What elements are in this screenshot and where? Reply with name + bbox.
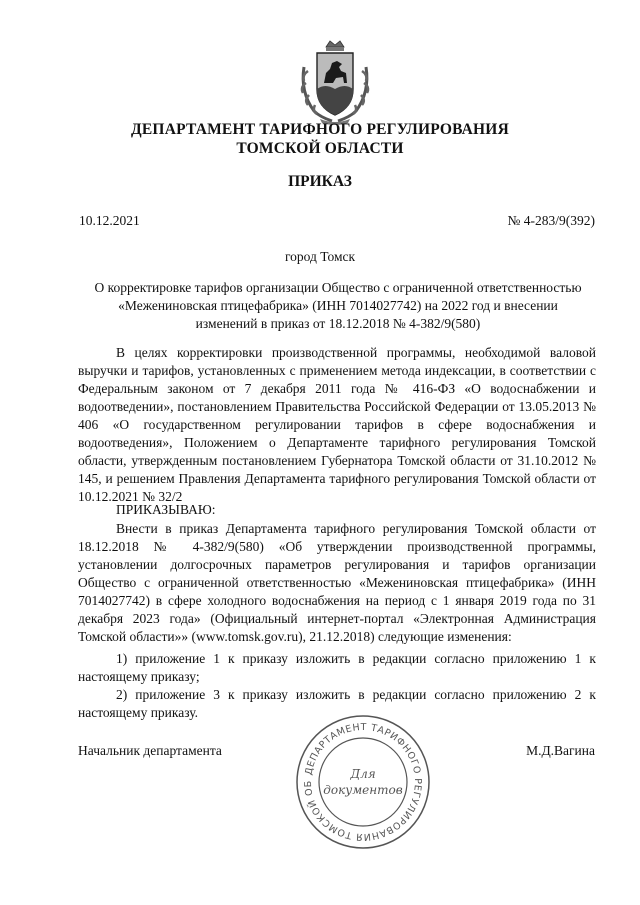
signatory-name: М.Д.Вагина [526,743,595,758]
preamble-paragraph: В целях корректировки производственной программы, необходимой валовой выручки и тарифов, установленных с применением метода индексации, в соответствии с Федеральным законом от 7 декабря 2011 года № 416-ФЗ «О водоснабжении и водоотведении», постановлением Правительства Российской Федерации от 13.05.2013 № 406 «О государственном регулировании тарифов в сфере водоснабжения и водоотведения», Положением о Департаменте тарифного регулирования Томской области, утвержденным постановлением Губернатора Томской области от 31.10.2012 № 145, и решением Правления Департамента тарифного регулирования Томской области от 10.12.2021 № 32/2 [78,345,596,504]
order-directive-word: ПРИКАЗЫВАЮ: [116,502,216,517]
signatory-position: Начальник департамента [78,743,222,758]
department-name-line1: ДЕПАРТАМЕНТ ТАРИФНОГО РЕГУЛИРОВАНИЯ [131,121,509,138]
order-subject [78,279,598,333]
stamp-center-line2: документов [323,783,403,797]
coat-of-arms-emblem [290,37,380,127]
subject-line-2: «Межениновская птицефабрика» (ИНН 7014027742) на 2022 год и внесении [118,298,558,313]
subject-line-3: изменений в приказ от 18.12.2018 № 4-382/9(580) [195,316,481,331]
order-date: 10.12.2021 [79,213,140,228]
subject-line-1: О корректировке тарифов организации Общество с ограниченной ответственностью [94,280,582,295]
order-subitem-2: 2) приложение 3 к приказу изложить в редакции согласно приложению 2 к настоящему приказу. [78,687,596,720]
order-item-main: Внести в приказ Департамента тарифного регулирования Томской области от 18.12.2018 № 4-382/9(580) «Об утверждении производственной программы, установлении долгосрочных параметров регулирования и тарифов организации Общество с ограниченной ответственностью «Межениновская птицефабрика» (ИНН 7014027742) в сфере холодного водоснабжения на период с 1 января 2019 года по 31 декабря 2023 года» (Официальный интернет-портал «Электронная Администрация Томской области»» (www.tomsk.gov.ru), 21.12.2018) следующие изменения: [78,521,596,644]
city-line: город Томск [284,249,356,264]
order-subitem-1: 1) приложение 1 к приказу изложить в редакции согласно приложению 1 к настоящему приказу; [78,651,596,684]
department-name-line2: ТОМСКОЙ ОБЛАСТИ [236,140,404,157]
stamp-center-line1: Для [350,767,376,781]
stamp-inner-ring [319,738,407,826]
order-number: № 4-283/9(392) [507,213,595,228]
order-title: ПРИКАЗ [288,173,352,190]
stamp-outer-ring [297,716,429,848]
stamp-ring-text: ДЕПАРТАМЕНТ ТАРИФНОГО РЕГУЛИРОВАНИЯ ТОМСКОЙ ОБ [302,721,424,843]
official-stamp [293,712,433,852]
